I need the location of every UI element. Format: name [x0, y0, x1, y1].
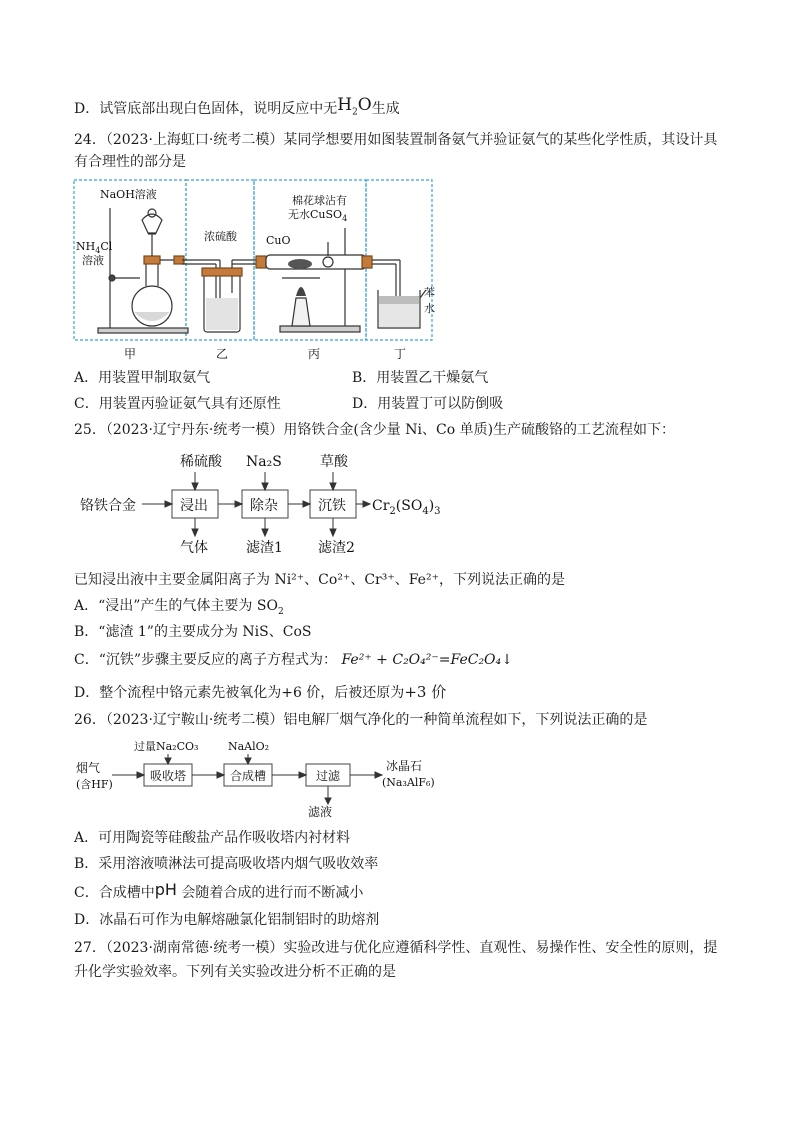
q24-option-d: D．用装置丁可以防倒吸	[352, 396, 504, 412]
unit-label-bing: 丙	[308, 347, 321, 361]
reagent-na2co3: 过量Na₂CO₃	[134, 740, 199, 753]
q25-option-c: C．“沉铁”步骤主要反应的离子方程式为： Fe²⁺ + C₂O₄²⁻=FeC₂O₄↓	[74, 652, 513, 668]
input-flue-gas: 烟气	[76, 761, 101, 775]
output-residue2: 滤渣2	[318, 540, 355, 556]
unit-label-jia: 甲	[124, 347, 137, 361]
q24-options-row2	[74, 394, 734, 414]
product-cr2so43: $Cr_2(SO_4)_3$	[372, 498, 441, 517]
q23-option-d	[74, 95, 400, 119]
q25-stem: 25．（2023·辽宁丹东·统考一模）用铬铁合金(含少量 Ni、Co 单质)生产硫酸铬的工艺流程如下：	[74, 422, 676, 438]
absorber-label: 吸收塔	[150, 769, 187, 783]
apparatus-labels	[76, 187, 435, 315]
q24-apparatus-figure	[70, 178, 440, 363]
output-gas: 气体	[180, 540, 208, 556]
q25-option-a: A．“浸出”产生的气体主要为 $SO_2$	[74, 598, 284, 617]
q24-stem-line2: 有合理性的部分是	[74, 154, 186, 170]
q24-option-a: A．用装置甲制取氨气	[74, 370, 211, 386]
reagent-dilute-h2so4: 稀硫酸	[180, 454, 222, 470]
unit-yi-apparatus	[202, 256, 266, 332]
nh4cl-solution-label: 溶液	[82, 254, 104, 267]
h2so4-label: 浓硫酸	[204, 230, 237, 243]
flow-start-label: 铬铁合金	[80, 498, 136, 514]
step-iron-label: 沉铁	[318, 498, 346, 514]
product-cryolite: 冰晶石	[386, 759, 423, 773]
benzene-label: 苯	[424, 286, 435, 299]
unit-name-labels	[124, 347, 406, 361]
unit-jia-apparatus	[98, 208, 188, 333]
h2o-formula: $H_2O$	[337, 95, 372, 118]
q25-option-d: D．整个流程中铬元素先被氧化为+6 价，后被还原为+3 价	[74, 683, 447, 701]
q26-option-c: C．合成槽中pH 会随着合成的进行而不断减小	[74, 880, 364, 901]
unit-ding-apparatus	[372, 260, 426, 328]
cuo-label: CuO	[266, 234, 291, 247]
cotton-label-2: 无水CuSO$_4$	[288, 208, 348, 223]
q24-option-c: C．用装置丙验证氨气具有还原性	[74, 396, 281, 412]
step-impurity-label: 除杂	[250, 498, 278, 514]
output-filtrate: 滤液	[308, 805, 333, 819]
synthesis-label: 合成槽	[230, 769, 267, 783]
q27-stem-line2: 升化学实验效率。下列有关实验改进分析不正确的是	[74, 964, 396, 980]
reagent-na2s: Na₂S	[246, 454, 282, 470]
cotton-label-1: 棉花球沾有	[292, 194, 347, 207]
water-label: 水	[424, 302, 435, 315]
ionic-equation: Fe²⁺ + C₂O₄²⁻=FeC₂O₄↓	[341, 652, 513, 668]
reagent-naalo2: NaAlO₂	[228, 740, 270, 753]
nh4cl-label: $NH_4Cl$	[76, 240, 113, 255]
q23-option-d-text: D．试管底部出现白色固体，说明反应中无	[74, 101, 338, 117]
naoh-label: NaOH溶液	[100, 188, 157, 201]
q27-stem-line1: 27．（2023·湖南常德·统考一模）实验改进与优化应遵循科学性、直观性、易操作性、安全性的原则，提	[74, 940, 718, 956]
q26-option-d: D．冰晶石可作为电解熔融氯化铝制铝时的助熔剂	[74, 912, 380, 928]
q26-flow-diagram	[76, 736, 476, 820]
step-leaching-label: 浸出	[180, 498, 208, 514]
q23-option-d-post: 生成	[371, 101, 400, 117]
q26-option-a: A．可用陶瓷等硅酸盐产品作吸收塔内衬材料	[74, 830, 351, 846]
q25-known-info: 已知浸出液中主要金属阳离子为 Ni²⁺、Co²⁺、Cr³⁺、Fe²⁺，下列说法正确的是	[74, 572, 565, 588]
q24-stem-line1: 24．（2023·上海虹口·统考二模）某同学想要用如图装置制备氨气并验证氨气的某些化学性质，其设计具	[74, 132, 718, 148]
output-residue1: 滤渣1	[246, 540, 283, 556]
q25-flow-diagram	[80, 448, 480, 558]
q26-stem: 26．（2023·辽宁鞍山·统考二模）铝电解厂烟气净化的一种简单流程如下，下列说法正确的是	[74, 712, 648, 728]
reagent-oxalic-acid: 草酸	[320, 454, 348, 470]
product-cryolite-formula: (Na₃AlF₆)	[382, 776, 435, 789]
q24-option-b: B．用装置乙干燥氨气	[352, 370, 489, 386]
q26-option-b: B．采用溶液喷淋法可提高吸收塔内烟气吸收效率	[74, 856, 379, 872]
input-hf: (含HF)	[76, 778, 113, 791]
unit-label-ding: 丁	[394, 347, 407, 361]
filter-label: 过滤	[316, 769, 341, 783]
q25-option-b: B．“滤渣 1”的主要成分为 NiS、CoS	[74, 624, 312, 640]
unit-label-yi: 乙	[216, 347, 229, 361]
q24-options-row1	[74, 368, 734, 388]
